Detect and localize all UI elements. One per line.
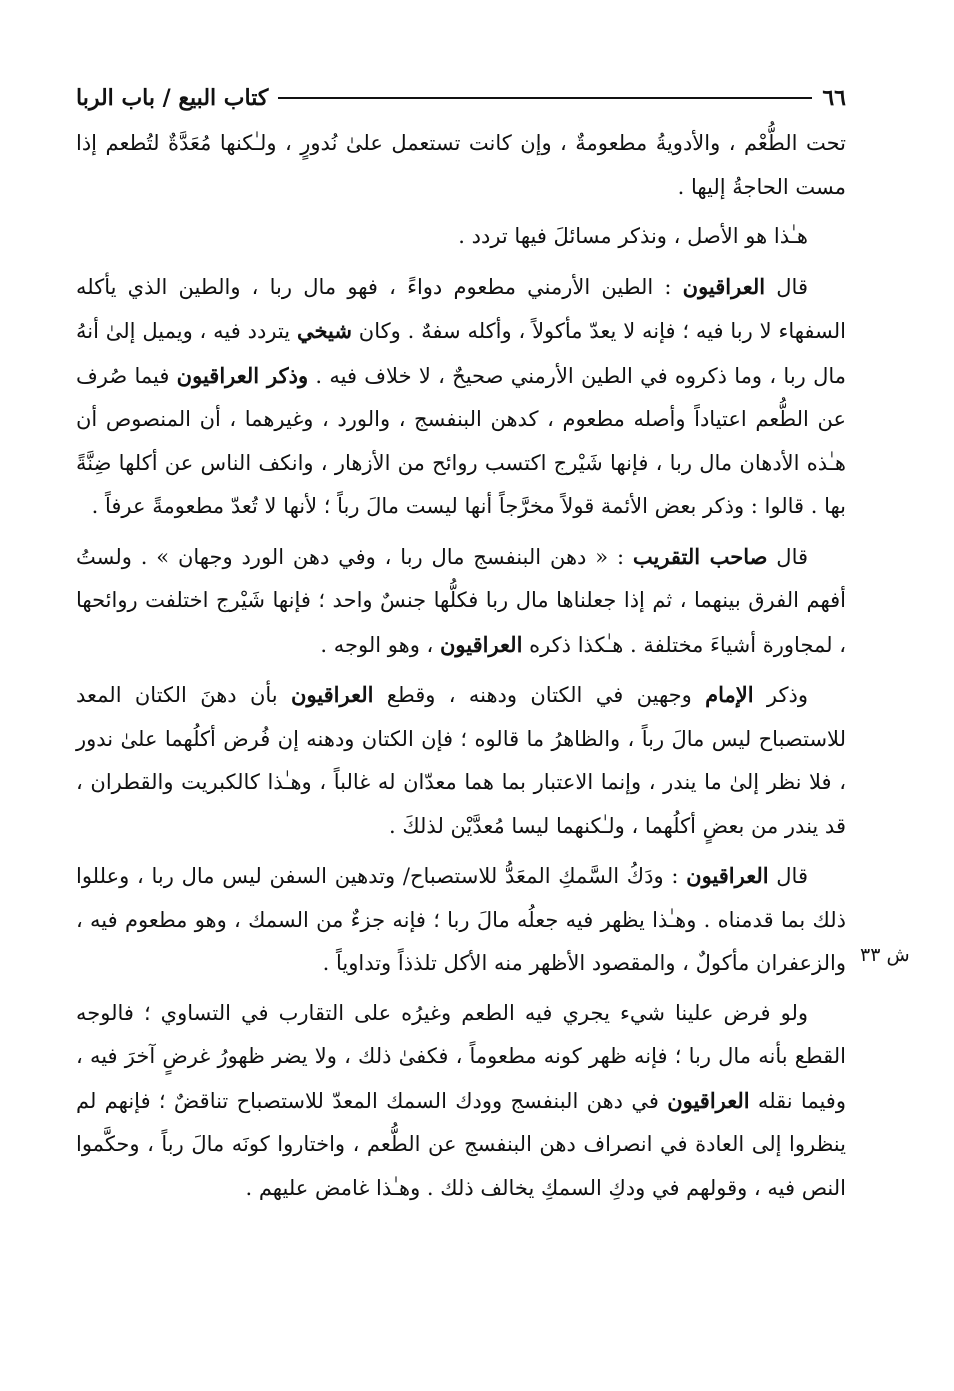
text-run: وذكر xyxy=(753,683,809,707)
paragraph xyxy=(76,535,846,668)
text-run: قال xyxy=(767,544,809,569)
paragraph xyxy=(76,673,846,848)
text-run: : « دهن البنفسج مال ربا ، وفي دهن الورد وجهان » . ولستُ أفهم الفرق بينهما ، ثم إذا جعلناها مال ربا فكلُّها جنسٌ واحد ؛ فإنها شَيْرج اختلفت روائحها ، لمجاورة أشياءَ مختلفة . هـٰكذا ذكره xyxy=(76,544,846,657)
header-rule xyxy=(278,97,812,99)
emphasized-name: صاحب التقريب xyxy=(632,543,768,569)
running-title: كتاب البيع / باب الربا xyxy=(76,85,269,111)
text-run: بأن دهنَ الكتان المعد للاستصباح ليس مالَ رباً ، والظاهرُ ما قالوه ؛ فإن الكتان ودهنه إن فُرض أكلُهما علىٰ ندور ، فلا نظر إلىٰ ما يندر ، وإنما الاعتبار بما هما معدّان له غالباً ، وهـٰذا كالكبريت والقطران ، قد يندر من بعضٍ أكلُهما ، ولـٰكنهما ليسا مُعدَّيْن لذلكَ . xyxy=(76,683,846,838)
text-run: تحت الطُّعْم ، والأدويةُ مطعومةٌ ، وإن كانت تستعمل علىٰ نُدورٍ ، ولـٰكنها مُعَدَّةٌ لتُطعم إذا مست الحاجةُ إليها . xyxy=(76,131,846,199)
emphasized-name: العراقيون xyxy=(667,1087,750,1113)
running-header xyxy=(76,80,846,116)
emphasized-name: العراقيون xyxy=(291,682,374,707)
paragraph xyxy=(76,854,846,986)
paragraph xyxy=(76,122,846,209)
text-run: هـٰذا هو الأصل ، ونذكر مسائلَ فيها تردد . xyxy=(458,224,808,248)
paragraph xyxy=(76,215,846,259)
text-run: وجهين في الكتان ودهنه ، وقطع xyxy=(373,683,706,707)
document-page xyxy=(76,80,846,1216)
emphasized-name: العراقيون xyxy=(686,863,769,888)
emphasized-name: العراقيون xyxy=(682,273,766,299)
paragraph xyxy=(76,265,846,529)
page-number: ٦٦ xyxy=(822,85,846,111)
text-run: فيما صُرف عن الطُّعم اعتياداً وأصله مطعوم ، كدهن البنفسج ، والورد ، وغيرهما ، أن المنصوص أن هـٰذه الأدهان مال ربا ، فإنها شَيْرج اكتسب روائح من الأزهار ، وانكف الناس عن أكلها ضِنَّةً بها . قالوا : وذكر بعض الأئمة قولاً مخرَّجاً أنها ليست مالَ رباً ؛ لأنها لا تُعدّ مطعومةً عرفاً . xyxy=(76,363,846,518)
text-run: في دهن البنفسج وودك السمك المعدّ للاستصباح تناقضٌ ؛ فإنهم لم ينظروا إلى العادة في انصراف دهن البنفسج عن الطُّعم ، واختاروا كونَه مالَ رباً ، وحكَّموا النص فيه ، وقولهم في ودكِ السمكِ يخالف ذلك . وهـٰذا غامض عليهم . xyxy=(76,1088,846,1200)
emphasized-name: شيخي xyxy=(296,318,352,343)
text-run: قال xyxy=(765,274,808,299)
text-run: : ودَكُ السَّمكِ المعَدُّ للاستصباح/ وتدهين السفن ليس مال ربا ، وعللوا ذلك بما قدمناه . وهـٰذا يظهر فيه جعلُه مالَ ربا ؛ فإنه جزءٌ من السمك ، وهو مطعوم فيه ، والزعفران مأكولٌ ، والمقصود الأظهر منه الأكل تلذذاً وتداوياً . xyxy=(76,864,846,975)
marginal-note: ش ٣٣ xyxy=(860,944,910,966)
text-run: ولو فرض علينا شيء يجري فيه الطعم وغيرُه على التقارب في التساوي ؛ فالوجه القطع بأنه مال ربا ؛ فإنه ظهر كونه مطعوماً ، فكفىٰ ذلك ، ولا يضر ظهورُ غرضٍ آخرَ فيه ، وفيما نقله xyxy=(76,1000,846,1113)
text-run: ، وهو الوجه . xyxy=(320,632,440,657)
text-run: يتردد فيه ، ويميل إلىٰ أنهُ مال ربا ، وما ذكروه في الطين الأرمني صحيحٌ ، لا خلاف فيه . xyxy=(76,319,846,388)
emphasized-name: الإمام xyxy=(705,682,754,707)
paragraph xyxy=(76,992,846,1211)
text-run: : الطين الأرمني مطعوم دواءً ، فهو مال ربا ، والطين الذي يأكله السفهاء لا ربا فيه ؛ فإنه لا يعدّ مأكولاً ، وأكله سفهٌ . وكان xyxy=(76,274,846,343)
text-run: قال xyxy=(768,864,808,888)
emphasized-name: وذكر العراقيون xyxy=(176,362,309,388)
emphasized-name: العراقيون xyxy=(439,631,523,657)
body-text xyxy=(76,122,846,1210)
